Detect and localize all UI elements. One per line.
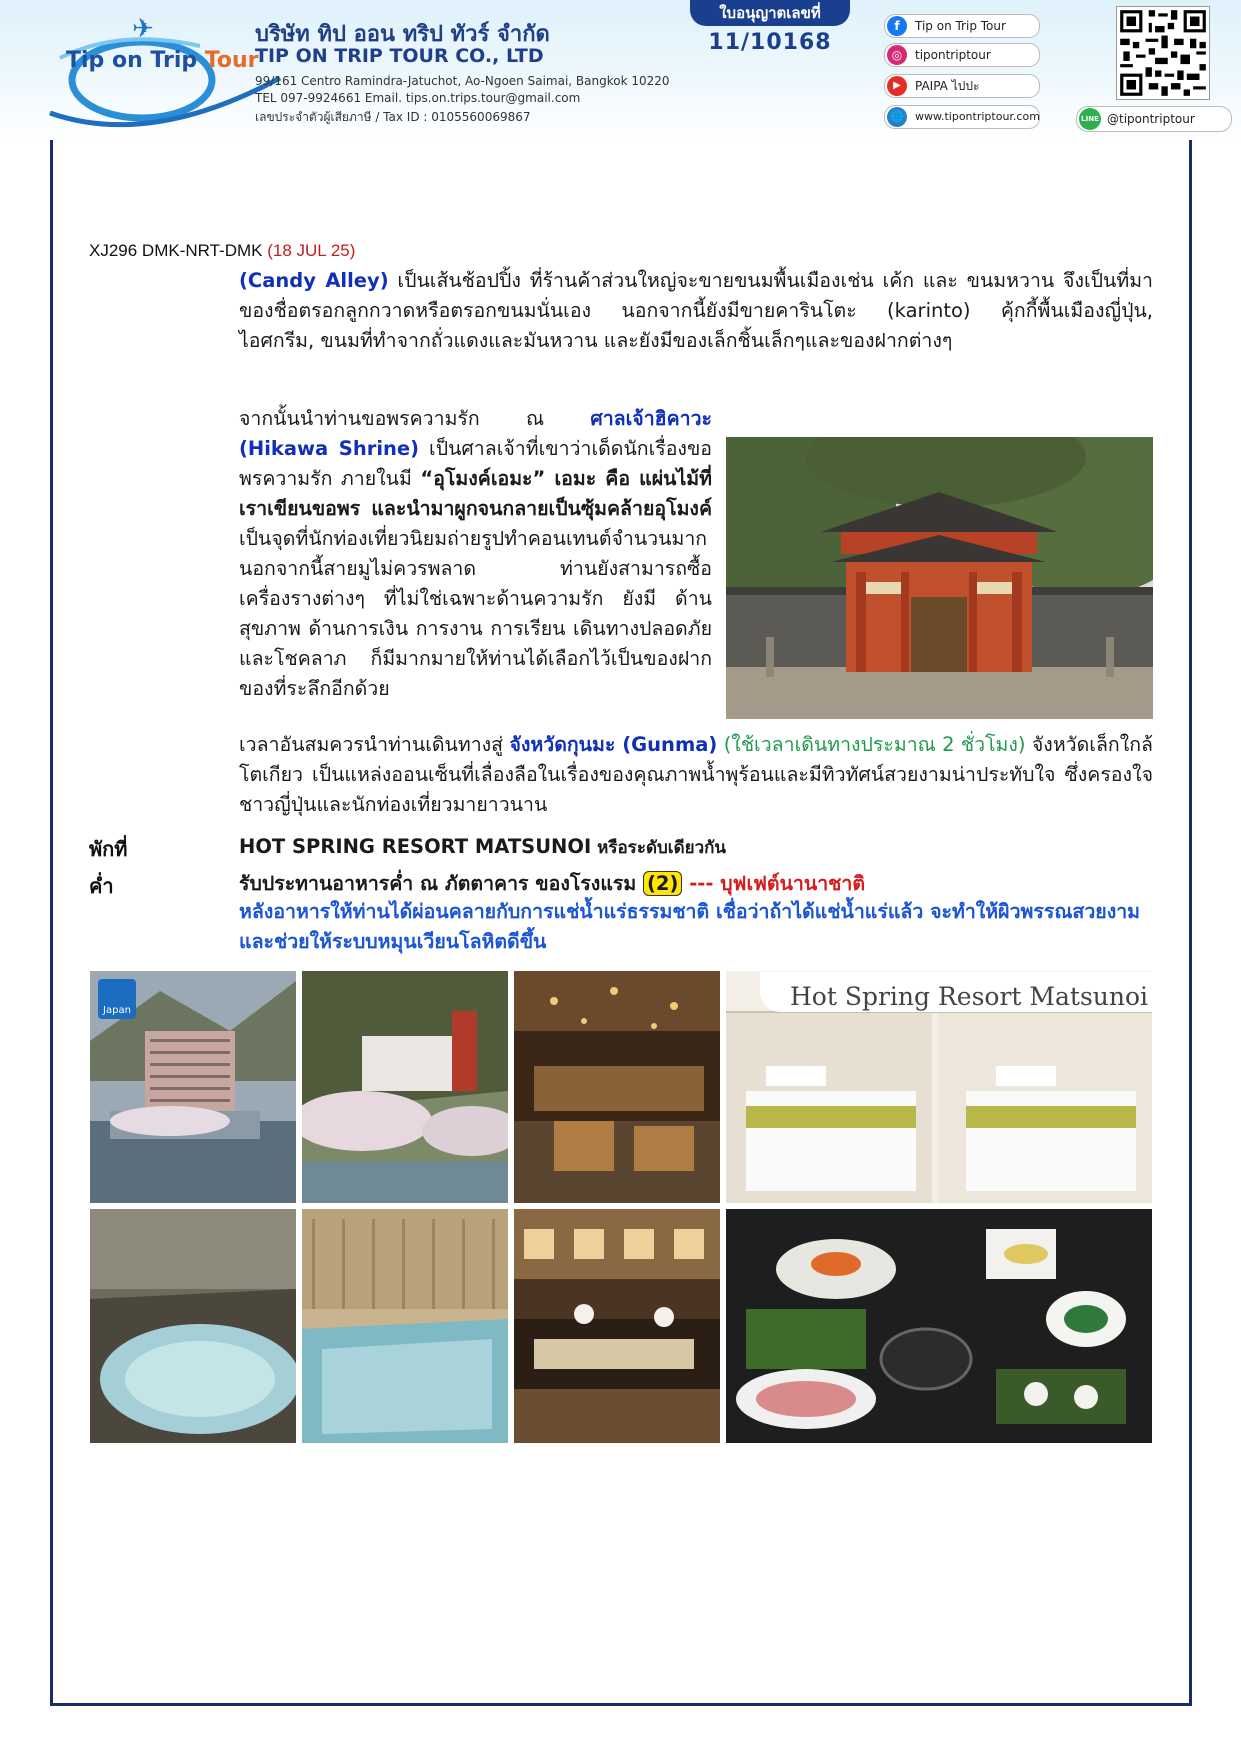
instagram-icon: ◎ <box>887 45 907 65</box>
dinner-label: ค่ำ <box>89 874 114 898</box>
hotel-lounge-photo <box>514 971 720 1203</box>
license-number: 11/10168 <box>708 30 832 55</box>
company-tax-id: เลขประจำตัวผู้เสียภาษี / Tax ID : 0105560069867 <box>255 110 531 124</box>
license-label: ใบอนุญาตเลขที่ <box>690 0 850 26</box>
gunma-paragraph: เวลาอันสมควรนำท่านเดินทางสู่ จังหวัดกุนมะ (Gunma) (ใช้เวลาเดินทางประมาณ 2 ชั่วโมง) จังหวัดเล็กใกล้โตเกียว เป็นแหล่งออนเซ็นที่เลื่องลือในเรื่องของคุณภาพน้ำพุร้อนและมีทิวทัศน์สวยงามน่าประทับใจ ซึ่งครองใจชาวญี่ปุ่นและนักท่องเที่ยวมายาวนาน <box>239 733 1153 816</box>
stay-label: พักที่ <box>89 837 128 861</box>
hotel-photo-collage <box>90 971 1152 1443</box>
japan-badge: Japan <box>98 979 136 1019</box>
line-icon: LINE <box>1079 108 1101 130</box>
youtube-icon: ▶ <box>887 76 907 96</box>
hikawa-shrine-paragraph: จากนั้นนำท่านขอพรความรัก ณ ศาลเจ้าฮิคาวะ (Hikawa Shrine) เป็นศาลเจ้าที่เขาว่าเด็ดนักเรื่องขอพรความรัก ภายในมี “อุโมงค์เอมะ” เอมะ คือ แผ่นไม้ที่เราเขียนขอพร และนำมาผูกจนกลายเป็นซุ้มคล้ายอุโมงค์ เป็นจุดที่นักท่องเที่ยวนิยมถ่ายรูปทำคอนเทนต์จำนวนมาก นอกจากนี้สายมูไม่ควรพลาด ท่านยังสามารถซื้อเครื่องรางต่างๆ ที่ไม่ใช่เฉพาะด้านความรัก ยังมี ด้านสุขภาพ ด้านการเงิน การงาน การเรียน เดินทางปลอดภัย และโชคลาภ ก็มีมากมายให้ท่านได้เลือกไว้เป็นของฝากของที่ระลึกอีกด้วย <box>239 407 712 700</box>
web-icon: 🌐 <box>887 107 907 127</box>
social-instagram[interactable]: ◎ tipontriptour <box>884 43 1040 67</box>
dinner-menu: --- บุฟเฟต์นานาชาติ <box>682 872 866 895</box>
company-name-th: บริษัท ทิป ออน ทริป ทัวร์ จำกัด <box>255 22 550 47</box>
qr-code[interactable] <box>1116 6 1210 100</box>
candy-alley-paragraph: (Candy Alley) เป็นเส้นช้อปปิ้ง ที่ร้านค้าส่วนใหญ่จะขายขนมพื้นเมืองเช่น เค้ก และ ขนมหวาน จึงเป็นที่มาของชื่อตรอกลูกกวาดหรือตรอกขนมนั่นเอง นอกจากนี้ยังมีขายคารินโตะ (karinto) คุ้กกี้พื้นเมืองญี่ปุ่น, ไอศกรีม, ขนมที่ทำจากถั่วแดงและมันหวาน และยังมีของเล็กชิ้นเล็กๆและของฝากต่างๆ <box>239 269 1154 352</box>
hotel-river-photo <box>302 971 508 1203</box>
social-youtube[interactable]: ▶ PAIPA ไปปะ <box>884 74 1040 98</box>
indoor-onsen-photo <box>302 1209 508 1443</box>
facebook-icon: f <box>887 16 907 36</box>
social-website[interactable]: 🌐 www.tipontriptour.com <box>884 105 1040 129</box>
hikawa-shrine-photo <box>726 437 1153 719</box>
social-line[interactable]: LINE @tipontriptour <box>1076 106 1232 132</box>
social-facebook[interactable]: f Tip on Trip Tour <box>884 14 1040 38</box>
airplane-icon: ✈ <box>132 14 154 44</box>
candy-alley-name: (Candy Alley) <box>239 269 389 292</box>
letterhead <box>0 0 1241 140</box>
hikawa-shrine-name: ศาลเจ้าฮิคาวะ (Hikawa Shrine) <box>239 407 712 460</box>
dinner-line: รับประทานอาหารค่ำ ณ ภัตตาคาร ของโรงแรม (2) --- บุฟเฟต์นานาชาติ <box>239 872 866 895</box>
collage-title: Hot Spring Resort Matsunoi <box>790 982 1149 1011</box>
meal-number-badge: (2) <box>643 871 682 896</box>
ema-tunnel-highlight: “อุโมงค์เอมะ” เอมะ คือ แผ่นไม้ที่เราเขียนขอพร และนำมาผูกจนกลายเป็นซุ้มคล้ายอุโมงค์ <box>239 467 712 520</box>
hotel-name: HOT SPRING RESORT MATSUNOI <box>239 835 592 858</box>
tour-date: (18 JUL 25) <box>267 241 356 260</box>
kaiseki-dinner-photo <box>726 1209 1152 1443</box>
outdoor-onsen-photo <box>90 1209 296 1443</box>
hotel-line: HOT SPRING RESORT MATSUNOI หรือระดับเดียวกัน <box>239 835 727 858</box>
tour-code: XJ296 DMK-NRT-DMK (18 JUL 25) <box>89 241 356 260</box>
license-badge <box>690 0 850 68</box>
company-logo: Tip on Trip Tour <box>66 48 259 73</box>
onsen-note: หลังอาหารให้ท่านได้ผ่อนคลายกับการแช่น้ำแร่ธรรมชาติ เชื่อว่าถ้าได้แช่น้ำแร่แล้ว จะทำให้ผิวพรรณสวยงามและช่วยให้ระบบหมุนเวียนโลหิตดีขึ้น <box>239 900 1141 953</box>
company-address: 99/161 Centro Ramindra-Jatuchot, Ao-Ngoen Saimai, Bangkok 10220 <box>255 74 670 88</box>
restaurant-buffet-photo <box>514 1209 720 1443</box>
gunma-name: จังหวัดกุนมะ (Gunma) <box>509 733 718 756</box>
company-name-en: TIP ON TRIP TOUR CO., LTD <box>255 45 544 67</box>
gunma-travel-time: (ใช้เวลาเดินทางประมาณ 2 ชั่วโมง) <box>717 733 1026 756</box>
company-contact: TEL 097-9924661 Email. tips.on.trips.tour@gmail.com <box>255 91 581 105</box>
